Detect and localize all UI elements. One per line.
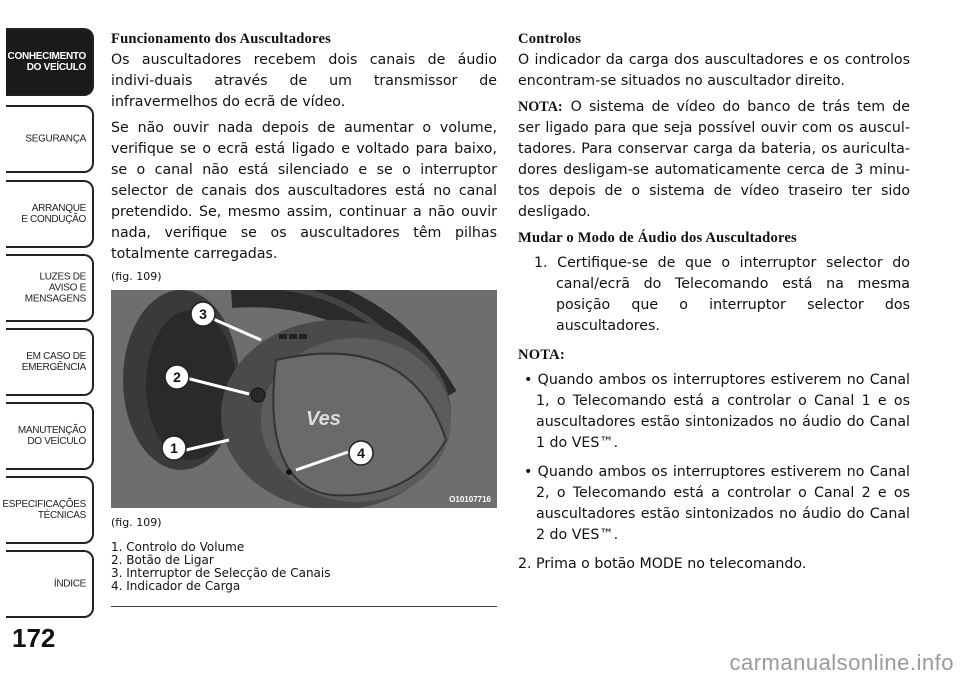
- tab-label: ARRANQUE E CONDUÇÃO: [21, 203, 86, 225]
- steps-list: [518, 253, 910, 337]
- tab-indice[interactable]: [6, 550, 94, 618]
- tab-label: ESPECIFICAÇÕES TÉCNICAS: [2, 499, 86, 521]
- figure-reference: (fig. 109): [111, 270, 162, 283]
- tab-luzes-de-aviso[interactable]: [6, 254, 94, 322]
- right-column: [518, 29, 910, 580]
- tab-label: SEGURANÇA: [25, 133, 86, 145]
- note-label: NOTA:: [518, 99, 563, 115]
- divider: [111, 606, 497, 607]
- ves-logo: Ves: [306, 408, 341, 430]
- note-text: O sistema de vídeo do banco de trás tem de ser ligado para que seja possível ouvir com os auscul-tadores. Para conservar carga da bateria, os auriculta-dores desligam-se automaticamente cerca de 3 minu-tos depois de o sistema de vídeo traseiro ter sido desligado.: [518, 99, 910, 220]
- headphones-figure: [111, 290, 497, 508]
- svg-text:1: 1: [170, 440, 178, 456]
- tab-especificacoes-tecnicas[interactable]: [2, 476, 94, 544]
- note-heading: NOTA:: [518, 347, 565, 363]
- tab-manutencao-do-veiculo[interactable]: [6, 402, 94, 470]
- note-paragraph: [518, 97, 910, 223]
- step-item: 1. Certifique-se de que o interruptor selector do canal/ecrã do Telecomando está na mesma posição que o interruptor selector dos auscultadores.: [534, 255, 910, 334]
- left-column: [111, 29, 497, 289]
- svg-text:2: 2: [173, 369, 181, 385]
- bullet-item: • Quando ambos os interruptores estiverem no Canal 1, o Telecomando está a controlar o Canal 1 e os auscultadores estão sintonizados no áudio do Canal 1 do VES™.: [524, 372, 910, 451]
- step-item: 2. Prima o botão MODE no telecomando.: [518, 556, 807, 572]
- page-number: 172: [12, 623, 56, 653]
- legend-item: 3. Interruptor de Selecção de Canais: [111, 566, 331, 580]
- callout-2: [165, 365, 189, 389]
- paragraph: Se não ouvir nada depois de aumentar o volume, verifique se o ecrã está ligado e voltado para baixo, se o canal não está silenciado e se o interruptor selector de canais dos auscultadores está no canal pretendido. Se, mesmo assim, continuar a não ouvir nada, verifique se os auscultadores têm pilhas totalmente carregadas.: [111, 120, 497, 262]
- figure-code: O10107716: [449, 495, 491, 504]
- svg-text:3: 3: [199, 306, 207, 322]
- legend-item: 2. Botão de Ligar: [111, 553, 214, 567]
- callout-1: [162, 436, 186, 460]
- tab-arranque-e-conducao[interactable]: [6, 180, 94, 248]
- tab-em-caso-de-emergencia[interactable]: [6, 328, 94, 396]
- paragraph: O indicador da carga dos auscultadores e os controlos encontram-se situados no auscultador direito.: [518, 52, 910, 89]
- bullet-item: • Quando ambos os interruptores estiverem no Canal 2, o Telecomando está a controlar o Canal 2 e os auscultadores estão sintonizados no áudio do Canal 2 do VES™.: [524, 464, 910, 543]
- paragraph: Os auscultadores recebem dois canais de áudio indivi-duais através de um transmissor de infravermelhos do ecrã de vídeo.: [111, 52, 497, 110]
- callout-4: [349, 441, 373, 465]
- section-heading: Controlos: [518, 31, 582, 47]
- svg-text:4: 4: [357, 445, 365, 461]
- watermark: carmanualsonline.info: [729, 650, 954, 675]
- legend-item: 4. Indicador de Carga: [111, 579, 241, 593]
- headphones-illustration: [111, 290, 497, 508]
- tab-label: CONHECIMENTO DO VEÍCULO: [7, 51, 86, 73]
- tab-label: LUZES DE AVISO E MENSAGENS: [24, 271, 86, 305]
- tab-seguranca[interactable]: [6, 105, 94, 173]
- figure-caption-reference: (fig. 109): [111, 516, 162, 529]
- tab-conhecimento-do-veiculo[interactable]: [6, 28, 94, 96]
- bullet-list: [518, 370, 910, 546]
- tab-label: ÍNDICE: [53, 578, 86, 590]
- tab-label: MANUTENÇÃO DO VEÍCULO: [17, 425, 86, 447]
- legend-item: 1. Controlo do Volume: [111, 540, 245, 554]
- callout-3: [191, 302, 215, 326]
- section-heading: Mudar o Modo de Áudio dos Auscultadores: [518, 230, 797, 246]
- tab-label: EM CASO DE EMERGÊNCIA: [21, 351, 86, 373]
- figure-legend: [111, 541, 497, 593]
- section-heading: Funcionamento dos Auscultadores: [111, 31, 332, 47]
